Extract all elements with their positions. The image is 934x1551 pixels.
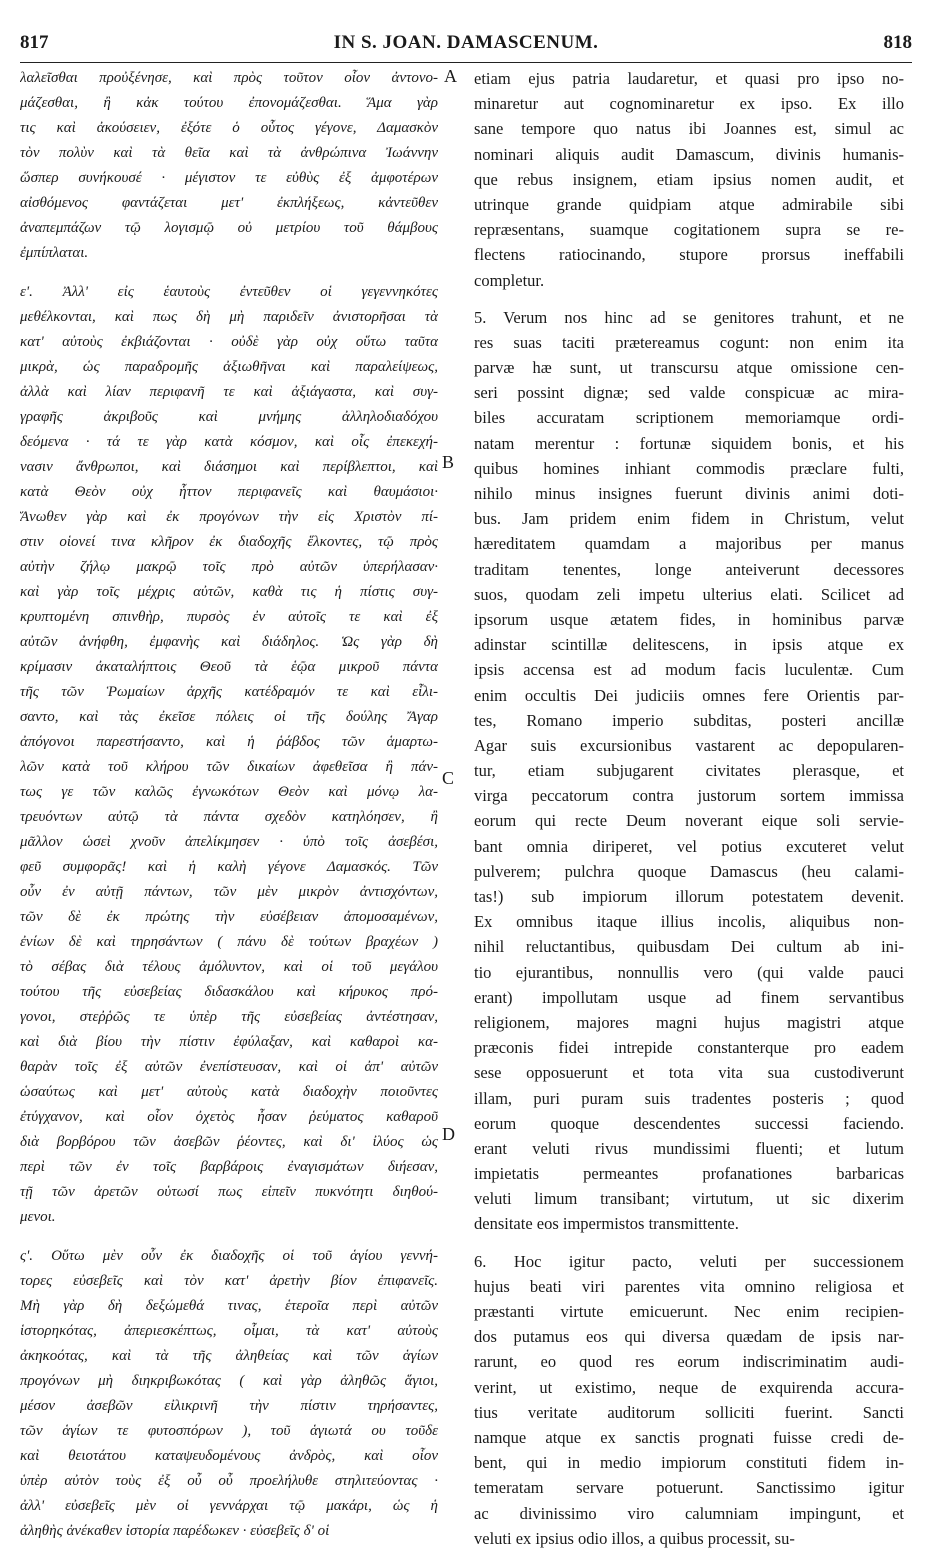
latin-text-line: 5. Verum nos hinc ad se genitores trahunt, et ne xyxy=(474,307,904,327)
latin-text-line: bus. Jam pridem enim fidem in Christum, velut xyxy=(474,509,904,529)
latin-text-line: nihilo minus insignes fuerunt divinis animi doti- xyxy=(474,484,904,503)
greek-text-line: οὖν ἐν αὐτῇ πάντων, τῶν μὲν μικρὸν ἀντισχόντων, xyxy=(20,884,438,900)
greek-text-line: τὸ σέβας διὰ τέλους ἀμόλυντον, καὶ οἱ τοῦ μεγάλου xyxy=(20,959,438,975)
latin-text-line: hujus beati viri parentes vita omnino religiosa et xyxy=(474,1276,904,1296)
latin-text-line: bent, qui in medio impiorum constituti fidem in- xyxy=(474,1453,904,1473)
latin-text-line: seri possint dignæ; sed valde conspicuæ ac mira- xyxy=(474,383,904,403)
latin-text-line: nominari aliquis audit Damascum, divinis humanis- xyxy=(474,144,904,164)
latin-text-line: præstanti virtute emicuerunt. Nec enim recipien- xyxy=(474,1302,904,1321)
latin-paragraph xyxy=(474,305,904,1237)
greek-text-line: δεόμενα · τά τε γὰρ κατὰ κόσμον, καὶ οἷς ἐπεκεχή- xyxy=(20,434,438,450)
greek-text-line: τῇ τῶν ἀρετῶν οὑτωσί πως εἰπεῖν πυκνότητι διηθού- xyxy=(20,1184,438,1200)
latin-text-line: præconis fidei intrepide constanterque pro eadem xyxy=(474,1038,904,1058)
latin-text-line: biles accuratam scriptionem memoriamque ordi- xyxy=(474,408,904,428)
greek-text-line: κατὰ Θεὸν οὐχ ἧττον περιφανεῖς καὶ θαυμάσιοι· xyxy=(20,484,438,500)
latin-text-line: quibus homines inhiant commodis præclare fulti, xyxy=(474,458,904,478)
latin-text-line: res suas taciti prætereamus cogunt: non enim ita xyxy=(474,332,904,352)
latin-text-line: ac divinissimo viro calumniam impingunt, et xyxy=(474,1503,904,1523)
section-marker-d: D xyxy=(442,1124,455,1144)
greek-text-line: ἀλλὰ καὶ λίαν περιφανῆ τε καὶ ἀξιάγαστα, καὶ συγ- xyxy=(20,384,438,400)
latin-text-line: veluti ex ipsius odio illos, a quibus processit, su- xyxy=(474,1528,795,1548)
greek-text-line: φεῦ συμφορᾶς! καὶ ἡ καλὴ γέγονε Δαμασκός. Τῶν xyxy=(20,859,438,875)
greek-text-line: ἀκηκοότας, καὶ τὰ τῆς ἀληθείας καὶ τῶν ἁγίων xyxy=(20,1348,438,1364)
latin-text-line: veluti limum transibant; virtutum, ut sic dixerim xyxy=(474,1189,904,1209)
greek-text-line: σαντο, καὶ τὰς ἐκεῖσε πόλεις οἱ τῆς δούλης Ἄγαρ xyxy=(20,709,438,725)
greek-text-line: γονοι, στεῤῥῶς τε ὑπὲρ τῆς εὐσεβείας ἀντέστησαν, xyxy=(20,1009,438,1025)
greek-paragraph xyxy=(20,280,438,1230)
greek-text-line: τορες εὐσεβεῖς καὶ τὸν κατ' ἀρετὴν βίον ἐπιφανεῖς. xyxy=(20,1273,438,1289)
latin-column xyxy=(474,66,904,1551)
greek-text-line: Μὴ γὰρ δὴ δεξώμεθά τινας, ἑτεροῖα περὶ αὐτῶν xyxy=(20,1298,438,1314)
latin-text-line: flectens ratiocinando, stupore prorsus ineffabili xyxy=(474,245,904,265)
page-number-right: 818 xyxy=(883,32,912,53)
greek-text-line: ἐνίων δὲ καὶ τηρησάντων ( πάνυ δὲ τούτων βραχέων ) xyxy=(20,934,438,950)
running-title: IN S. JOAN. DAMASCENUM. xyxy=(333,32,599,53)
greek-text-line: ἀναπεμπάζων τῷ λογισμῷ οὐ μετρίου τοῦ θάμβους xyxy=(20,220,438,236)
greek-text-line: τῶν δὲ ἐκ πρώτης τὴν εὐσέβειαν ἀπομοσαμένων, xyxy=(20,909,438,925)
greek-text-line: προγόνων μὴ διηκριβωκότας ( καὶ γὰρ ἀληθῶς ἅγιοι, xyxy=(20,1373,438,1389)
latin-paragraph xyxy=(474,1249,904,1551)
latin-text-line: sese opposuerunt et tota vita sua custodiverunt xyxy=(474,1063,904,1083)
latin-text-line: eorum qui recte Deum noverant eique soli servie- xyxy=(474,811,904,831)
greek-text-line: ἀληθὴς ἀνέκαθεν ἱστορία παρέδωκεν · εὐσεβεῖς δ' οἱ xyxy=(20,1523,330,1539)
latin-text-line: completur. xyxy=(474,270,545,290)
greek-text-line: μικρὰ, ὡς παραδρομῆς ἀξιωθῆναι καὶ παραλείψεως, xyxy=(20,359,438,375)
greek-text-line: ε'. Ἀλλ' εἰς ἑαυτοὺς ἐντεῦθεν οἱ γεγεννηκότες xyxy=(20,284,438,300)
greek-text-line: τις καὶ ἀκούσειεν, ἐξότε ὁ οὗτος γέγονε, Δαμασκὸν xyxy=(20,120,438,136)
greek-text-line: ς'. Οὕτω μὲν οὖν ἐκ διαδοχῆς οἱ τοῦ ἁγίου γεννή- xyxy=(20,1248,438,1264)
latin-text-line: illam, puri puram suis tradentes posteris ; quod xyxy=(474,1088,904,1108)
latin-text-line: minaretur aut cognominaretur ex ipso. Ex illo xyxy=(474,94,904,114)
latin-text-line: suos, quodam zeli impetu ulterius elati. Scilicet ad xyxy=(474,584,904,604)
latin-text-line: eorum quoque descendentes successi faciendo. xyxy=(474,1113,904,1133)
greek-text-line: λῶν κατὰ τοῦ κλήρου τῶν δικαίων ἀφεθεῖσα ἢ πάν- xyxy=(20,759,438,775)
latin-text-line: Agar suis excursionibus vastarent ac depopularen- xyxy=(474,735,904,755)
greek-text-line: ὥσπερ συνήκουσέ · μέγιστον τε εὐθὺς ἐξ ἀμφοτέρων xyxy=(20,170,438,186)
latin-text-line: tius veritate auditorum solliciti fuerint. Sancti xyxy=(474,1402,904,1422)
greek-text-line: ἀπόγονοι παρεστήσαντο, καὶ ἡ ῥάβδος τῶν ἁμαρτω- xyxy=(20,734,438,750)
greek-text-line: αἰσθόμενος φαντάζεται μετ' ἐκπλήξεως, κἀντεῦθεν xyxy=(20,195,438,211)
latin-text-line: rarunt, eo quod res eorum indiscriminatim audi- xyxy=(474,1352,904,1372)
latin-text-line: tes, Romano imperio subditas, posteri ancillæ xyxy=(474,710,904,730)
greek-text-line: περὶ τῶν ἐν τοῖς βαρβάροις ἐναγισμάτων διήεσαν, xyxy=(20,1159,438,1175)
greek-text-line: γραφῆς ἀκριβοῦς καὶ μνήμης ἀλληλοδιαδόχου xyxy=(20,409,438,425)
latin-text-line: 6. Hoc igitur pacto, veluti per successionem xyxy=(474,1251,904,1271)
latin-text-line: utrinque grande quidpiam atque admirabile sibi xyxy=(474,194,904,214)
running-header xyxy=(20,32,912,58)
latin-text-line: nihil reluctantibus, quibusdam Dei cultum ab ini- xyxy=(474,937,904,957)
greek-text-line: τῆς τῶν Ῥωμαίων ἀρχῆς κατέδραμόν τε καὶ εἷλι- xyxy=(20,684,438,700)
latin-text-line: hæreditatem quamdam a majoribus per manus xyxy=(474,534,904,554)
latin-paragraph-gap xyxy=(474,293,904,305)
latin-text-line: verint, ut existimo, neque de exquirenda accura- xyxy=(474,1377,904,1397)
greek-column xyxy=(20,66,438,1544)
latin-text-line: tas!) sub impiorum illorum potestatem devenit. xyxy=(474,887,904,906)
latin-text-line: etiam ejus patria laudaretur, et quasi pro ipso no- xyxy=(474,69,904,88)
latin-text-line: ipsis accensa est ad modum facis luculentæ. Cum xyxy=(474,660,904,680)
greek-text-line: κρίμασιν ἀκαταλήπτοις Θεοῦ τὰ ἑῷα μικροῦ πάντα xyxy=(20,659,438,675)
page-number-left: 817 xyxy=(20,32,49,53)
latin-text-line: que rebus insignem, etiam ipsius nomen audit, et xyxy=(474,169,904,189)
greek-text-line: θαρὰν τοῖς ἐξ αὐτῶν ἐνεπίστευσαν, καὶ οἱ ἀπ' αὐτῶν xyxy=(20,1059,438,1075)
latin-text-line: erant veluti rivus mundissimi fluenti; et lutum xyxy=(474,1138,904,1158)
latin-text-line: sane tempore quo natus ibi Joannes est, simul ac xyxy=(474,119,904,139)
latin-text-line: densitate eos impermistos transmittente. xyxy=(474,1214,739,1234)
latin-text-line: impietatis permeantes profanationes barbaricas xyxy=(474,1164,904,1184)
greek-text-line: τούτου τῆς εὐσεβείας διδασκάλου καὶ κήρυκος πρό- xyxy=(20,984,438,1000)
latin-text-line: natam merentur : fortunæ siquidem bonis, et his xyxy=(474,433,904,453)
latin-text-line: virga peccatorum contra justorum sortem immissa xyxy=(474,786,904,806)
greek-text-line: αὐτὴν ζήλῳ μακρῷ τοῖς πρὸ αὐτῶν ὑπερήλασαν· xyxy=(20,559,438,575)
greek-paragraph-gap xyxy=(20,1230,438,1244)
greek-text-line: αὐτῶν ἀνήφθη, ἐμφανὴς καὶ διάδηλος. Ὡς γὰρ δὴ xyxy=(20,634,438,650)
greek-text-line: μεθέλκονται, καὶ πως δὴ μὴ παριδεῖν ἀνιστορῆσαι τὰ xyxy=(20,309,438,325)
greek-text-line: ἀλλ' εὐσεβεῖς μὲν οἱ γεννάρχαι τῷ μακάρι, ὡς ἡ xyxy=(20,1498,438,1514)
greek-text-line: Ἄνωθεν γὰρ καὶ ἐκ προγόνων τὴν εἰς Χριστὸν πί- xyxy=(20,509,438,525)
latin-text-line: parvæ hæ sunt, ut transcursu atque omissione cen- xyxy=(474,358,904,378)
latin-text-line: dos putamus eos qui diversa quædam de ipsis nar- xyxy=(474,1327,904,1347)
latin-text-line: ipsorum usque ætatem fides, in hominibus parvæ xyxy=(474,609,904,629)
greek-text-line: καὶ γὰρ τοῖς μέχρις αὐτῶν, καθὰ τις ἡ πίστις συγ- xyxy=(20,584,438,600)
latin-text-line: tur, etiam subjugarent civitates plerasque, et xyxy=(474,761,904,781)
greek-text-line: τρευόντων αὐτῷ τὰ πάντα σχεδὸν κατηλόησεν, ἢ xyxy=(20,809,438,825)
greek-text-line: κατ' αὐτοὺς ἐκβιάζονται · οὐδὲ γὰρ οὐχ οὕτω ταῦτα xyxy=(20,334,438,350)
greek-text-line: μάζεσθαι, ἢ κἀκ τούτου ἐπονομάζεσθαι. Ἅμα γὰρ xyxy=(20,95,438,111)
greek-text-line: ἐτύγχανον, καὶ οἷον ὀχετὸς ἦσαν ῥεύματος καθαροῦ xyxy=(20,1109,438,1125)
latin-text-line: religionem, majores magni hujus magistri atque xyxy=(474,1012,904,1032)
greek-text-line: ὡσαύτως καὶ μετ' αὐτοὺς κατὰ διαδοχὴν ποιοῦντες xyxy=(20,1084,438,1100)
section-marker-c: C xyxy=(442,768,455,788)
greek-text-line: ὑπὲρ αὐτὸν τοὺς ἐξ οὗ οὗ προελήλυθε στηλιτεύοντας · xyxy=(20,1473,438,1489)
greek-text-line: μενοι. xyxy=(20,1209,56,1225)
greek-text-line: ἱστορηκότας, ἀπεριεσκέπτως, οἶμαι, τὰ κατ' αὐτοὺς xyxy=(20,1323,438,1339)
latin-text-line: tio ejurantibus, nonnullis vero (qui valde pauci xyxy=(474,962,904,982)
latin-text-line: enim occultis Dei judiciis omnes fere Orientis par- xyxy=(474,685,904,705)
greek-text-line: διὰ βορβόρου τῶν ἀσεβῶν ῥέοντες, καὶ δι' ἰλύος ὡς xyxy=(20,1134,438,1150)
latin-text-line: pulverem; pulchra quoque Damascus (heu calami- xyxy=(474,861,904,881)
latin-text-line: repræsentans, suamque cogitationem supra se re- xyxy=(474,220,904,240)
greek-text-line: τως γε τῶν καλῶς ἐγνωκότων Θεὸν καὶ μόνῳ λα- xyxy=(20,784,438,800)
latin-text-line: namque atque ex sanctis prognati fuisse credi de- xyxy=(474,1427,904,1447)
latin-text-line: Ex omnibus itaque illius incolis, aliquibus non- xyxy=(474,912,904,932)
greek-text-line: τῶν ἁγίων τε φυτοσπόρων ), τοῦ ἁγιωτά ου τοῦδε xyxy=(20,1423,438,1439)
latin-text-line: bant omnia diriperet, vel potius excuteret velut xyxy=(474,836,904,856)
greek-text-line: ἐμπίπλαται. xyxy=(20,245,89,261)
latin-paragraph-gap xyxy=(474,1237,904,1249)
latin-text-line: erant) impollutam usque ad finem servantibus xyxy=(474,987,904,1007)
latin-text-line: adinstar scintillæ delitescens, in ipsis atque ex xyxy=(474,635,904,655)
section-marker-b: B xyxy=(442,452,455,472)
section-marker-a: A xyxy=(444,66,457,86)
latin-paragraph xyxy=(474,66,904,293)
latin-text-line: traditam tenentes, longe anteiverunt decessores xyxy=(474,559,904,579)
greek-paragraph-gap xyxy=(20,266,438,280)
greek-text-line: μᾶλλον ὡσεὶ χνοῦν ἀπελίκμησεν · ὑπὸ τοῖς ἀσεβέσι, xyxy=(20,834,438,850)
greek-text-line: καὶ διὰ βίου τὴν πίστιν ἐφύλαξαν, καὶ καθαροὶ κα- xyxy=(20,1034,438,1050)
greek-text-line: λαλεῖσθαι προὐξένησε, καὶ πρὸς τοῦτον οἷον ἀντονο- xyxy=(20,70,438,86)
greek-text-line: νασιν ἄνθρωποι, καὶ διάσημοι καὶ περίβλεπτοι, καὶ xyxy=(20,459,438,475)
latin-text-line: temeratam servare potuerunt. Sanctissimo igitur xyxy=(474,1478,904,1498)
header-rule xyxy=(20,62,912,63)
greek-paragraph xyxy=(20,1244,438,1544)
greek-text-line: καὶ θειοτάτου καταψευδομένους ἀνδρὸς, καὶ οἷον xyxy=(20,1448,438,1464)
greek-text-line: τὸν πολὺν καὶ τὰ θεῖα καὶ τὰ ἀνθρώπινα Ἰωάννην xyxy=(20,145,438,161)
greek-text-line: κρυπτομένη σπινθὴρ, πυρσὸς ἐν αὐτοῖς τε καὶ ἐξ xyxy=(20,609,438,625)
greek-text-line: μέσον ἀσεβῶν εἰλικρινῆ τὴν πίστιν τηρήσαντες, xyxy=(20,1398,438,1414)
greek-paragraph xyxy=(20,66,438,266)
greek-text-line: στιν οἱονεί τινα κλῆρον ἐκ διαδοχῆς ἕλκοντες, τῷ πρὸς xyxy=(20,534,438,550)
